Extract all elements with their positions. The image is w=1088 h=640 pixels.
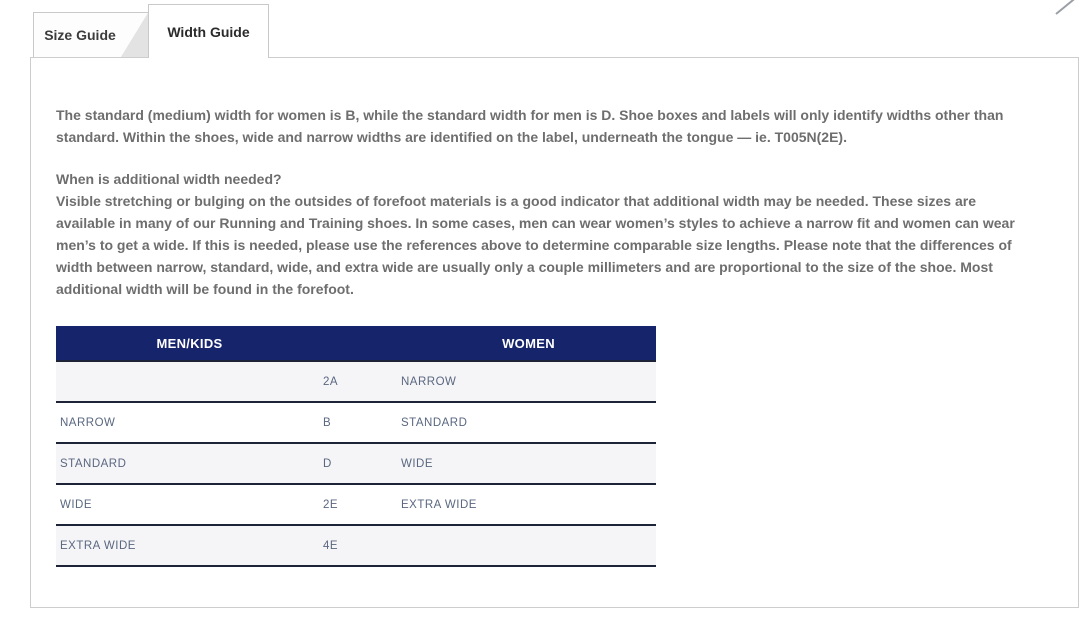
table-header-row — [56, 326, 656, 361]
table-cell: STANDARD — [60, 457, 127, 470]
table-cell: EXTRA WIDE — [60, 539, 136, 552]
table-cell: NARROW — [60, 416, 116, 429]
table-row — [56, 443, 656, 484]
table-cell: B — [323, 416, 332, 429]
width-guide-panel — [30, 57, 1079, 608]
table-cell: WIDE — [60, 498, 93, 511]
width-comparison-table — [56, 326, 656, 567]
tab-size-guide[interactable] — [33, 12, 148, 57]
table-header-men-kids: MEN/KIDS — [56, 326, 323, 361]
table-cell — [401, 525, 656, 566]
close-icon[interactable] — [1052, 0, 1082, 16]
table-row — [56, 361, 656, 402]
table-header-code — [323, 326, 401, 361]
additional-width-body: Visible stretching or bulging on the outsides of forefoot materials is a good indicator that additional width may be needed. These sizes are available in many of our Running and Training shoes. In some cases, men can wear women’s styles to achieve a narrow fit and women can wear men’s to get a wide. If this is needed, please use the references above to determine comparable size lengths. Please note that the differences of width between narrow, standard, wide, and extra wide are usually only a couple millimeters and are proportional to the size of the shoe. Most additional width will be found in the forefoot. — [56, 193, 1015, 297]
table-cell — [56, 361, 323, 402]
tab-size-guide-label: Size Guide — [44, 27, 116, 43]
table-cell: STANDARD — [401, 416, 468, 429]
table-cell: 2A — [323, 375, 339, 388]
tab-width-guide-label: Width Guide — [167, 23, 250, 40]
table-row — [56, 525, 656, 566]
table-cell: NARROW — [401, 375, 457, 388]
table-cell: 2E — [323, 498, 339, 511]
additional-width-paragraph — [56, 168, 1032, 300]
tab-width-guide[interactable] — [148, 4, 269, 58]
table-cell: 4E — [323, 539, 339, 552]
panel-content — [31, 58, 1078, 567]
table-cell: EXTRA WIDE — [401, 498, 477, 511]
table-cell: D — [323, 457, 332, 470]
table-row — [56, 402, 656, 443]
intro-paragraph: The standard (medium) width for women is B, while the standard width for men is D. Shoe boxes and labels will only identify widths other than standard. Within the shoes, wide and narrow widths are identified on the label, underneath the tongue — ie. T005N(2E). — [56, 107, 1004, 145]
table-header-women: WOMEN — [401, 326, 656, 361]
table-cell: WIDE — [401, 457, 434, 470]
additional-width-heading: When is additional width needed? — [56, 171, 282, 187]
table-row — [56, 484, 656, 525]
